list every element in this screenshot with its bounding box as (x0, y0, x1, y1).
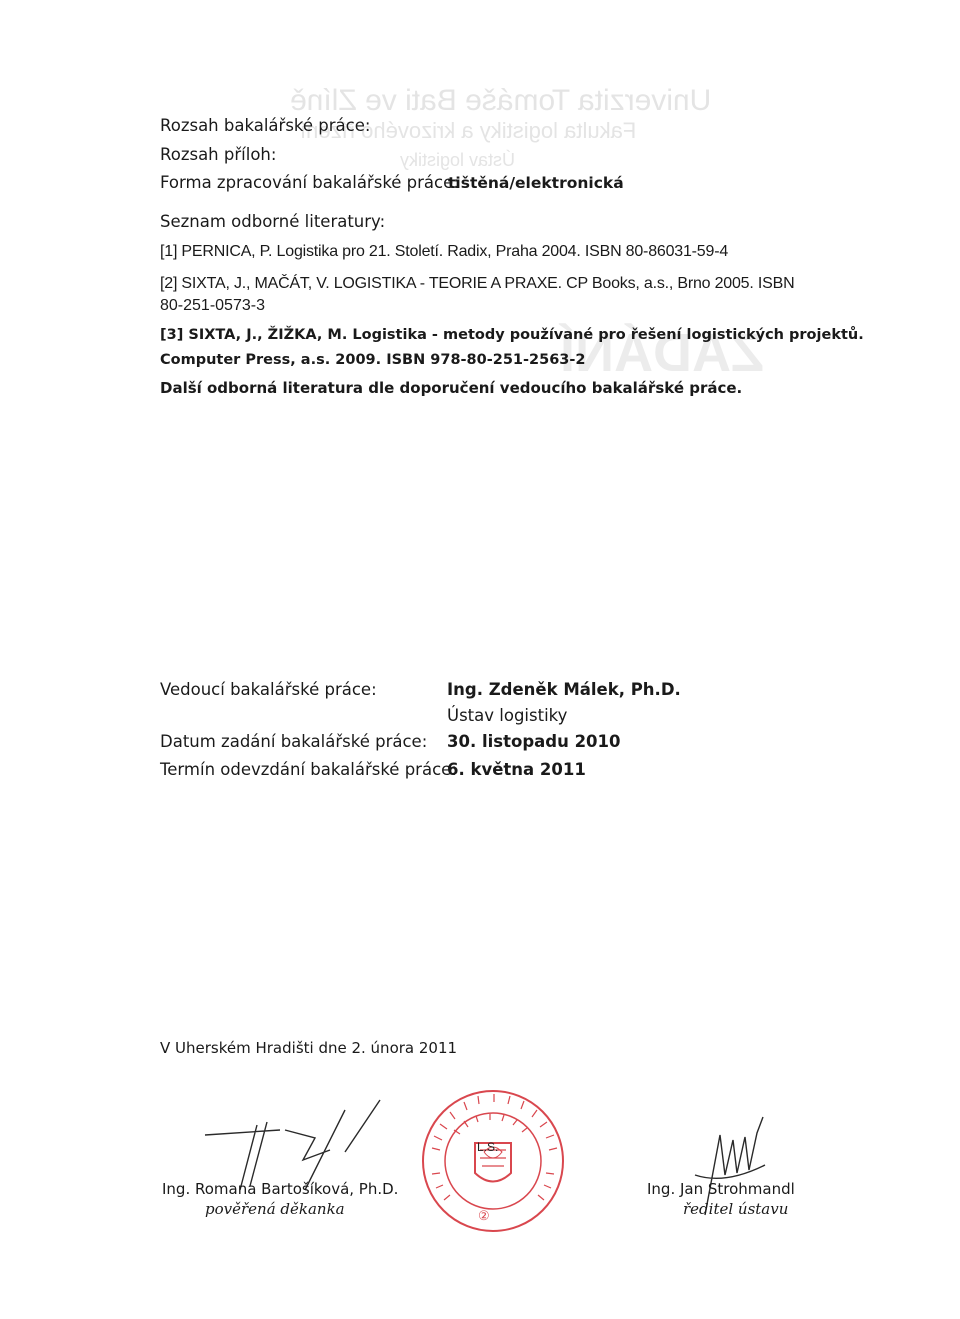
assigned-date-value: 30. listopadu 2010 (447, 732, 621, 751)
assigned-date-label: Datum zadání bakalářské práce: (160, 732, 428, 751)
right-signatory-name: Ing. Jan Strohmandl (647, 1180, 795, 1198)
rozsah-prace-label: Rozsah bakalářské práce: (160, 116, 371, 135)
right-signatory-role: ředitel ústavu (683, 1200, 789, 1218)
left-signatory-name: Ing. Romana Bartošíková, Ph.D. (162, 1180, 399, 1198)
place-date: V Uherském Hradišti dne 2. února 2011 (160, 1039, 458, 1057)
supervisor-department: Ústav logistiky (447, 706, 568, 725)
stamp-number: ② (478, 1208, 490, 1223)
literature-item-3: [3] SIXTA, J., ŽIŽKA, M. Logistika - metody používané pro řešení logistických projektů. (160, 327, 864, 343)
literature-heading: Seznam odborné literatury: (160, 212, 386, 231)
literature-item-2: [2] SIXTA, J., MAČÁT, V. LOGISTIKA - TEORIE A PRAXE. CP Books, a.s., Brno 2005. ISBN (160, 275, 795, 292)
forma-label: Forma zpracování bakalářské práce: (160, 173, 459, 192)
forma-value: tištěná/elektronická (448, 174, 624, 192)
literature-note: Další odborná literatura dle doporučení vedoucího bakalářské práce. (160, 379, 743, 397)
rozsah-priloh-label: Rozsah příloh: (160, 145, 277, 164)
bleed-through-title: Univerzita Tomáše Bati ve Zlíně (290, 84, 712, 117)
stamp-ls-label: L.S. (477, 1140, 499, 1154)
literature-item-2-isbn: 80-251-0573-3 (160, 297, 265, 314)
deadline-value: 6. května 2011 (447, 760, 586, 779)
supervisor-label: Vedoucí bakalářské práce: (160, 680, 377, 699)
literature-item-1: [1] PERNICA, P. Logistika pro 21. Století. Radix, Praha 2004. ISBN 80-86031-59-4 (160, 243, 729, 260)
bleed-through-institute: Ústav logistiky (400, 150, 516, 170)
deadline-label: Termín odevzdání bakalářské práce: (160, 760, 457, 779)
university-seal (420, 1088, 566, 1234)
bleed-through-faculty: Fakulta logistiky a krizového řízení (300, 118, 637, 143)
bleed-through-heading: ZADÁNÍ (560, 323, 764, 383)
left-signatory-role: pověřená děkanka (205, 1200, 345, 1218)
supervisor-name: Ing. Zdeněk Málek, Ph.D. (447, 680, 681, 699)
literature-item-3-publisher: Computer Press, a.s. 2009. ISBN 978-80-251-2563-2 (160, 352, 586, 368)
